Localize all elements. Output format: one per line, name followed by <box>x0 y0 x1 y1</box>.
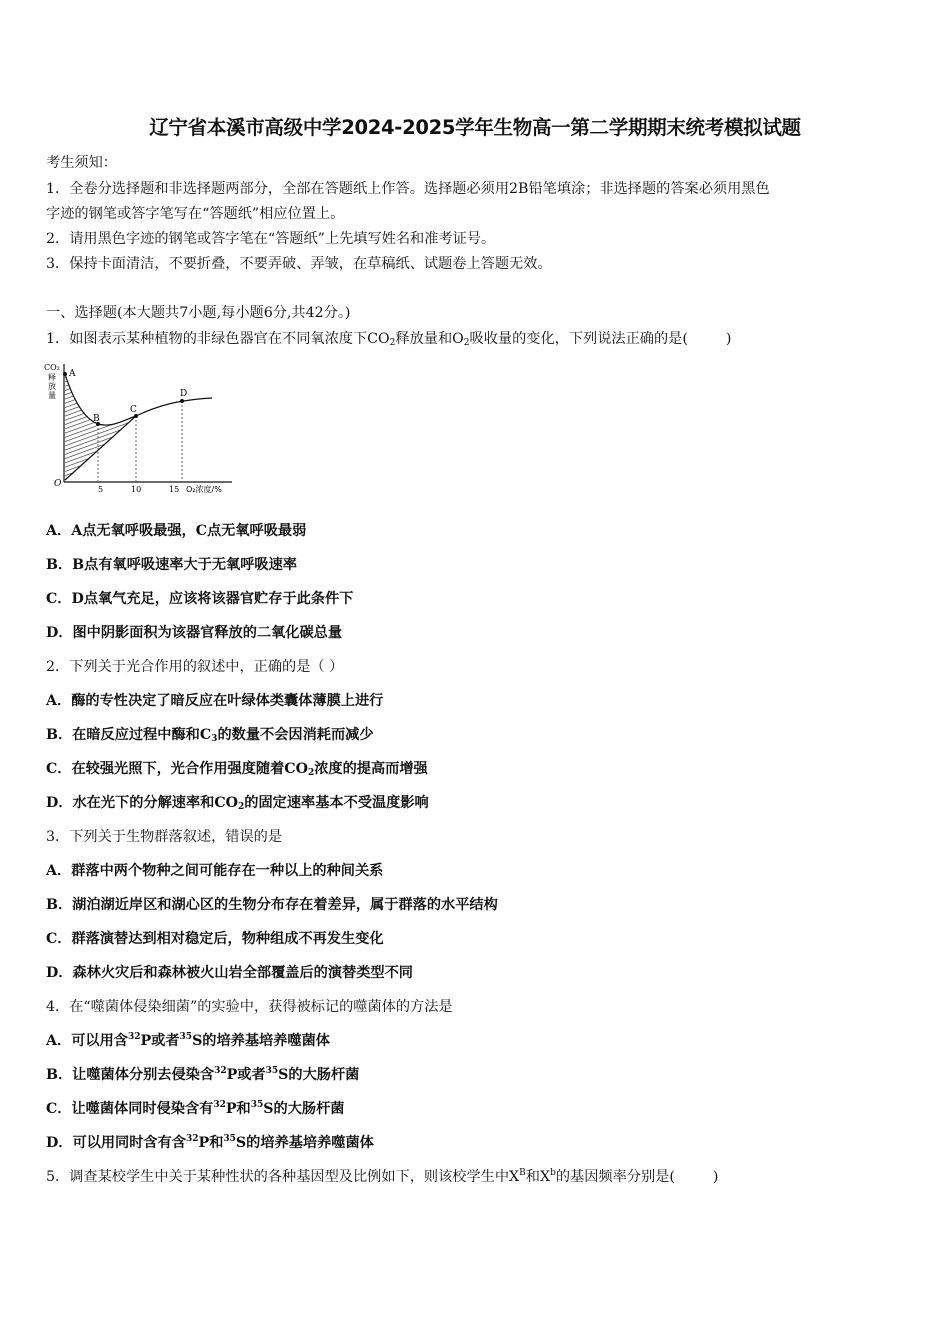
option-text: S的培养基培养噬菌体 <box>192 1033 330 1049</box>
x-axis-label: O₂浓度/% <box>186 485 222 494</box>
option-text: C．在较强光照下，光合作用强度随着CO <box>46 761 308 777</box>
option-text: P和 <box>198 1135 224 1151</box>
question-4 <box>46 996 453 1016</box>
superscript: b <box>550 1168 556 1178</box>
subscript: 2 <box>389 338 396 348</box>
question-text: 的基因频率分别是( <box>555 1169 675 1185</box>
question-number: 3． <box>46 829 70 845</box>
option-a[interactable]: A．群落中两个物种之间可能存在一种以上的种间关系 <box>46 863 384 879</box>
option-b[interactable] <box>46 1064 359 1084</box>
superscript: B <box>519 1168 526 1178</box>
notice-item-1-cont: 字迹的钢笔或答字笔写在“答题纸”相应位置上。 <box>46 206 345 222</box>
x-tick-label: 10 <box>131 485 142 494</box>
option-b[interactable]: B．B点有氧呼吸速率大于无氧呼吸速率 <box>46 557 297 573</box>
question-2 <box>46 656 343 676</box>
co2-release-curve <box>65 374 212 425</box>
option-text: S的培养基培养噬菌体 <box>235 1135 374 1151</box>
question-number: 1． <box>46 331 70 347</box>
superscript: 32 <box>213 1100 226 1110</box>
option-b[interactable]: B．湖泊湖近岸区和湖心区的生物分布存在着差异，属于群落的水平结构 <box>46 897 498 913</box>
question-text: ) <box>712 1169 719 1185</box>
option-text: P或者 <box>140 1033 180 1049</box>
co2-o2-curve-figure <box>42 356 242 496</box>
question-text: 调查某校学生中关于某种性状的各种基因型及比例如下，则该校学生中X <box>69 1169 520 1185</box>
subscript: 2 <box>307 768 315 778</box>
option-text: B．让噬菌体分别去侵染含 <box>46 1067 215 1083</box>
question-text: 释放量和O <box>395 331 464 347</box>
question-3 <box>46 826 282 846</box>
option-text: 的数量不会因消耗而减少 <box>217 727 374 743</box>
option-c[interactable]: C．群落演替达到相对稳定后，物种组成不再发生变化 <box>46 931 384 947</box>
option-text: S的大肠杆菌 <box>263 1101 345 1117</box>
option-b[interactable] <box>46 724 374 744</box>
question-text: 下列关于生物群落叙述，错误的是 <box>69 829 283 845</box>
option-c[interactable] <box>46 1098 344 1118</box>
page-title: 辽宁省本溪市高级中学2024-2025学年生物高一第二学期期末统考模拟试题 <box>149 116 801 139</box>
point-d <box>180 399 184 403</box>
option-text: 的固定速率基本不受温度影响 <box>244 795 429 811</box>
option-text: P和 <box>225 1101 251 1117</box>
option-text: D．可以用同时含有含 <box>46 1135 186 1151</box>
option-a[interactable] <box>46 1030 330 1050</box>
superscript: 32 <box>186 1134 199 1144</box>
notice-heading: 考生须知： <box>46 155 117 171</box>
option-text: B．在暗反应过程中酶和C <box>46 727 212 743</box>
notice-item-1: 1．全卷分选择题和非选择题两部分，全部在答题纸上作答。选择题必须用2B铅笔填涂；非选择题的答案必须用黑色 <box>46 181 770 197</box>
option-text: P或者 <box>226 1067 266 1083</box>
superscript: 32 <box>214 1066 227 1076</box>
section-heading: 一、选择题(本大题共7小题,每小题6分,共42分。) <box>46 305 351 321</box>
origin-label: O <box>54 479 62 489</box>
notice-item-3: 3．保持卡面清洁，不要折叠，不要弄破、弄皱，在草稿纸、试题卷上答题无效。 <box>46 256 552 272</box>
point-label: A <box>69 369 76 379</box>
y-axis-label: CO₂ <box>44 363 60 372</box>
question-number: 4． <box>46 999 70 1015</box>
y-axis-label: 释 <box>48 373 56 382</box>
notice-item-2: 2．请用黑色字迹的钢笔或答字笔在“答题纸”上先填写姓名和准考证号。 <box>46 231 496 247</box>
question-text: 吸收量的变化，下列说法正确的是( <box>469 331 688 347</box>
subscript: 2 <box>463 338 470 348</box>
point-label: C <box>130 405 137 415</box>
x-tick-label: 15 <box>169 485 180 494</box>
option-text: D．水在光下的分解速率和CO <box>46 795 239 811</box>
superscript: 35 <box>250 1100 264 1110</box>
option-c[interactable]: C．D点氧气充足，应该将该器官贮存于此条件下 <box>46 591 354 607</box>
option-text: A．可以用含 <box>46 1033 128 1049</box>
option-d[interactable] <box>46 792 429 812</box>
option-a[interactable]: A．A点无氧呼吸最强，C点无氧呼吸最弱 <box>46 523 307 539</box>
option-d[interactable]: D．图中阴影面积为该器官释放的二氧化碳总量 <box>46 625 343 641</box>
option-text: S的大肠杆菌 <box>278 1067 360 1083</box>
question-1 <box>46 328 731 348</box>
option-d[interactable]: D．森林火灾后和森林被火山岩全部覆盖后的演替类型不同 <box>46 965 413 981</box>
option-text: C．让噬菌体同时侵染含有 <box>46 1101 214 1117</box>
y-axis-label: 放 <box>48 382 56 391</box>
option-d[interactable] <box>46 1132 374 1152</box>
shaded-region <box>65 374 136 480</box>
option-a[interactable]: A．酶的专性决定了暗反应在叶绿体类囊体薄膜上进行 <box>46 693 384 709</box>
question-text: ) <box>725 331 732 347</box>
point-a <box>63 372 67 376</box>
y-axis-label: 量 <box>48 391 56 400</box>
question-number: 5． <box>46 1169 70 1185</box>
option-text: 浓度的提高而增强 <box>314 761 428 777</box>
point-label: D <box>180 389 188 399</box>
superscript: 35 <box>265 1066 279 1076</box>
point-label: B <box>93 414 100 424</box>
superscript: 32 <box>127 1032 141 1042</box>
option-c[interactable] <box>46 758 428 778</box>
subscript: 2 <box>238 802 245 812</box>
question-5 <box>46 1166 718 1186</box>
x-tick-label: 5 <box>98 485 104 494</box>
question-text: 下列关于光合作用的叙述中，正确的是（ ） <box>69 659 344 675</box>
question-text: 和X <box>525 1169 551 1185</box>
question-text: 在“噬菌体侵染细菌”的实验中，获得被标记的噬菌体的方法是 <box>69 999 453 1015</box>
question-text: 如图表示某种植物的非绿色器官在不同氧浓度下CO <box>69 331 390 347</box>
subscript: 3 <box>211 734 218 744</box>
superscript: 35 <box>223 1134 236 1144</box>
question-number: 2． <box>46 659 70 675</box>
superscript: 35 <box>179 1032 193 1042</box>
